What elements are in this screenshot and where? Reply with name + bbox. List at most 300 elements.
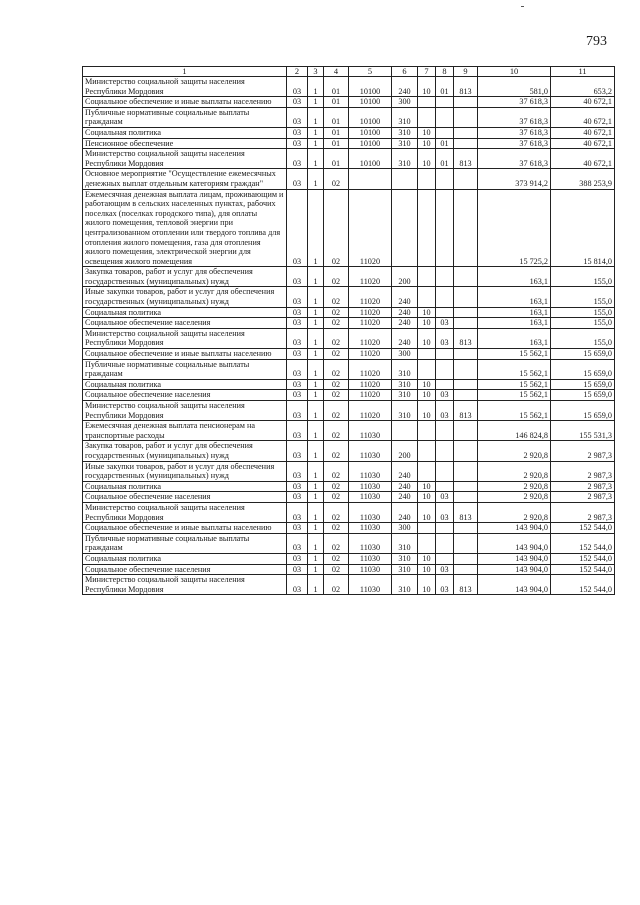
cell-code-9 [454,421,478,441]
cell-code-3: 1 [308,267,324,287]
cell-amount-10: 163,1 [478,287,551,307]
cell-code-7 [418,107,436,127]
cell-code-6: 300 [392,97,418,108]
row-name: Социальное обеспечение и иные выплаты населению [83,97,287,108]
cell-code-5: 11030 [349,492,392,503]
cell-code-9 [454,138,478,149]
cell-code-8 [436,533,454,553]
row-name: Министерство социальной защиты населения Республики Мордовия [83,149,287,169]
cell-code-3: 1 [308,77,324,97]
cell-amount-10: 373 914,2 [478,169,551,189]
cell-code-4: 02 [324,267,349,287]
cell-code-6: 240 [392,307,418,318]
cell-code-6: 310 [392,149,418,169]
cell-amount-11: 2 987,3 [551,481,615,492]
cell-code-5: 11030 [349,502,392,522]
cell-code-6: 240 [392,287,418,307]
cell-code-3: 1 [308,553,324,564]
cell-code-6: 310 [392,553,418,564]
cell-code-9 [454,189,478,267]
cell-code-2: 03 [287,328,308,348]
cell-amount-10: 146 824,8 [478,421,551,441]
cell-code-3: 1 [308,401,324,421]
cell-code-7: 10 [418,481,436,492]
table-row [83,97,615,108]
column-header: 2 [287,67,308,77]
cell-code-2: 03 [287,523,308,534]
cell-code-4: 02 [324,390,349,401]
cell-amount-11: 155,0 [551,287,615,307]
cell-code-8: 01 [436,149,454,169]
cell-code-2: 03 [287,379,308,390]
cell-amount-11: 155,0 [551,267,615,287]
cell-code-9 [454,307,478,318]
cell-amount-11: 152 544,0 [551,553,615,564]
cell-amount-10: 143 904,0 [478,564,551,575]
cell-amount-11: 2 987,3 [551,492,615,503]
scan-speck [521,6,524,7]
cell-code-5: 11020 [349,390,392,401]
cell-code-4: 02 [324,401,349,421]
cell-code-6: 240 [392,77,418,97]
cell-code-4: 02 [324,492,349,503]
cell-code-2: 03 [287,421,308,441]
cell-code-4: 01 [324,77,349,97]
cell-code-6: 240 [392,502,418,522]
row-name: Публичные нормативные социальные выплаты гражданам [83,533,287,553]
cell-code-5: 11020 [349,379,392,390]
cell-code-9 [454,481,478,492]
cell-code-3: 1 [308,575,324,595]
cell-amount-10: 37 618,3 [478,149,551,169]
cell-code-8 [436,97,454,108]
cell-amount-11: 155,0 [551,318,615,329]
cell-code-6: 240 [392,481,418,492]
cell-amount-10: 163,1 [478,318,551,329]
table-row [83,328,615,348]
cell-code-2: 03 [287,441,308,461]
cell-amount-10: 2 920,8 [478,441,551,461]
table-row [83,523,615,534]
table-row [83,307,615,318]
cell-amount-11: 653,2 [551,77,615,97]
cell-code-6: 240 [392,461,418,481]
cell-code-8 [436,553,454,564]
cell-code-8: 01 [436,77,454,97]
cell-code-4: 02 [324,318,349,329]
cell-code-7: 10 [418,390,436,401]
cell-code-5: 11020 [349,307,392,318]
cell-code-6: 200 [392,267,418,287]
cell-amount-11: 155 531,3 [551,421,615,441]
cell-amount-11: 40 672,1 [551,107,615,127]
cell-code-4: 02 [324,481,349,492]
cell-code-9 [454,107,478,127]
cell-code-5: 11020 [349,189,392,267]
cell-code-8 [436,169,454,189]
cell-code-2: 03 [287,107,308,127]
row-name: Иные закупки товаров, работ и услуг для обеспечения государственных (муниципальных) нужд [83,287,287,307]
cell-code-5: 11030 [349,533,392,553]
cell-code-5: 11030 [349,481,392,492]
cell-code-7 [418,169,436,189]
cell-code-3: 1 [308,107,324,127]
cell-amount-10: 163,1 [478,328,551,348]
cell-code-7: 10 [418,575,436,595]
cell-amount-11: 15 659,0 [551,349,615,360]
cell-code-2: 03 [287,77,308,97]
cell-code-3: 1 [308,461,324,481]
cell-code-9 [454,349,478,360]
cell-code-4: 01 [324,97,349,108]
cell-code-2: 03 [287,481,308,492]
cell-code-3: 1 [308,149,324,169]
row-name: Социальная политика [83,127,287,138]
column-header: 9 [454,67,478,77]
cell-code-2: 03 [287,401,308,421]
cell-code-2: 03 [287,461,308,481]
cell-amount-11: 40 672,1 [551,138,615,149]
cell-code-7 [418,287,436,307]
cell-code-9 [454,379,478,390]
cell-code-8: 03 [436,390,454,401]
cell-code-5: 11020 [349,401,392,421]
cell-code-9: 813 [454,149,478,169]
cell-amount-11: 2 987,3 [551,461,615,481]
cell-code-9 [454,127,478,138]
cell-amount-10: 163,1 [478,307,551,318]
cell-code-3: 1 [308,421,324,441]
cell-code-9 [454,267,478,287]
row-name: Социальная политика [83,553,287,564]
cell-code-3: 1 [308,492,324,503]
cell-code-4: 02 [324,533,349,553]
table-row [83,359,615,379]
cell-amount-10: 143 904,0 [478,523,551,534]
cell-amount-10: 2 920,8 [478,461,551,481]
cell-code-3: 1 [308,189,324,267]
row-name: Социальное обеспечение населения [83,564,287,575]
cell-code-5: 11030 [349,441,392,461]
cell-code-3: 1 [308,287,324,307]
cell-amount-10: 15 725,2 [478,189,551,267]
cell-code-5: 11020 [349,287,392,307]
cell-code-3: 1 [308,328,324,348]
cell-code-4: 01 [324,149,349,169]
cell-code-9 [454,390,478,401]
cell-amount-10: 37 618,3 [478,138,551,149]
cell-code-9 [454,287,478,307]
cell-amount-11: 15 659,0 [551,401,615,421]
cell-code-9 [454,533,478,553]
cell-code-4: 02 [324,461,349,481]
cell-code-3: 1 [308,359,324,379]
row-name: Министерство социальной защиты населения Республики Мордовия [83,575,287,595]
cell-amount-11: 152 544,0 [551,564,615,575]
cell-code-7: 10 [418,502,436,522]
cell-amount-11: 388 253,9 [551,169,615,189]
column-header: 6 [392,67,418,77]
cell-amount-10: 15 562,1 [478,359,551,379]
cell-amount-11: 2 987,3 [551,441,615,461]
cell-code-8 [436,523,454,534]
cell-code-5: 11030 [349,461,392,481]
cell-amount-11: 15 659,0 [551,390,615,401]
table-row [83,390,615,401]
cell-code-3: 1 [308,523,324,534]
cell-code-5: 11020 [349,359,392,379]
table-row [83,169,615,189]
cell-code-8: 01 [436,138,454,149]
cell-code-5: 11020 [349,267,392,287]
cell-code-2: 03 [287,307,308,318]
table-row [83,441,615,461]
cell-code-9 [454,318,478,329]
cell-code-2: 03 [287,287,308,307]
table-row [83,421,615,441]
cell-amount-11: 15 659,0 [551,359,615,379]
cell-amount-10: 143 904,0 [478,575,551,595]
row-name: Социальная политика [83,307,287,318]
cell-code-6 [392,421,418,441]
cell-code-6: 240 [392,318,418,329]
cell-code-7: 10 [418,77,436,97]
cell-code-8 [436,481,454,492]
cell-code-2: 03 [287,318,308,329]
table-row [83,481,615,492]
cell-code-5: 11020 [349,349,392,360]
cell-amount-10: 163,1 [478,267,551,287]
cell-amount-10: 15 562,1 [478,401,551,421]
cell-code-6: 310 [392,533,418,553]
cell-code-2: 03 [287,390,308,401]
cell-code-7: 10 [418,149,436,169]
cell-code-9 [454,553,478,564]
cell-code-7: 10 [418,379,436,390]
cell-code-7: 10 [418,553,436,564]
row-name: Закупка товаров, работ и услуг для обеспечения государственных (муниципальных) нужд [83,267,287,287]
row-name: Министерство социальной защиты населения Республики Мордовия [83,328,287,348]
cell-code-7: 10 [418,492,436,503]
table-row [83,318,615,329]
cell-code-2: 03 [287,138,308,149]
cell-code-6: 310 [392,390,418,401]
table-row [83,553,615,564]
cell-code-3: 1 [308,379,324,390]
cell-code-6: 310 [392,564,418,575]
cell-code-2: 03 [287,502,308,522]
cell-amount-11: 152 544,0 [551,533,615,553]
cell-code-6 [392,189,418,267]
table-row [83,533,615,553]
cell-code-8 [436,379,454,390]
cell-code-9: 813 [454,401,478,421]
cell-code-7: 10 [418,127,436,138]
cell-code-7: 10 [418,138,436,149]
cell-code-4: 02 [324,441,349,461]
cell-code-4: 02 [324,307,349,318]
cell-code-8: 03 [436,502,454,522]
cell-amount-11: 40 672,1 [551,97,615,108]
row-name: Социальное обеспечение и иные выплаты населению [83,349,287,360]
column-header: 1 [83,67,287,77]
cell-amount-11: 40 672,1 [551,127,615,138]
table-row [83,502,615,522]
row-name: Ежемесячная денежная выплата лицам, проживающим и работающим в сельских населенных пунктах, рабочих поселках (поселках городского типа), для оплаты жилого помещения, тепловой энергии при централизованном отоплении или твердого топлива для отопления жилого помещения, газа для отопления жилого помещения, электрической энергии для освещения жилого помещения [83,189,287,267]
cell-code-2: 03 [287,553,308,564]
cell-code-7 [418,349,436,360]
cell-code-5: 11030 [349,553,392,564]
cell-code-6 [392,169,418,189]
cell-code-7 [418,461,436,481]
cell-code-2: 03 [287,564,308,575]
table-row [83,575,615,595]
cell-amount-10: 581,0 [478,77,551,97]
table-row [83,267,615,287]
cell-code-9 [454,169,478,189]
cell-code-7 [418,421,436,441]
cell-code-2: 03 [287,533,308,553]
column-header: 5 [349,67,392,77]
cell-code-9 [454,461,478,481]
cell-code-5: 11030 [349,575,392,595]
cell-code-7: 10 [418,401,436,421]
cell-code-5 [349,169,392,189]
cell-amount-10: 37 618,3 [478,127,551,138]
cell-code-6: 300 [392,523,418,534]
cell-amount-10: 2 920,8 [478,492,551,503]
cell-code-8 [436,349,454,360]
cell-code-3: 1 [308,441,324,461]
cell-code-3: 1 [308,564,324,575]
cell-amount-10: 15 562,1 [478,349,551,360]
cell-code-4: 01 [324,107,349,127]
cell-code-4: 01 [324,138,349,149]
cell-code-4: 02 [324,287,349,307]
row-name: Социальное обеспечение населения [83,492,287,503]
cell-code-6: 240 [392,328,418,348]
table-row [83,401,615,421]
cell-code-7 [418,97,436,108]
cell-code-7 [418,267,436,287]
cell-amount-11: 152 544,0 [551,523,615,534]
cell-code-2: 03 [287,349,308,360]
cell-code-3: 1 [308,502,324,522]
cell-amount-11: 40 672,1 [551,149,615,169]
cell-code-2: 03 [287,127,308,138]
row-name: Министерство социальной защиты населения Республики Мордовия [83,502,287,522]
table-row [83,138,615,149]
table-header-row [83,67,615,77]
cell-code-7 [418,359,436,379]
cell-code-8 [436,287,454,307]
cell-code-3: 1 [308,533,324,553]
row-name: Пенсионное обеспечение [83,138,287,149]
cell-code-8 [436,359,454,379]
cell-code-4: 02 [324,553,349,564]
table-row [83,77,615,97]
cell-code-2: 03 [287,359,308,379]
cell-code-3: 1 [308,481,324,492]
cell-code-6: 310 [392,379,418,390]
cell-amount-10: 15 562,1 [478,379,551,390]
cell-code-6: 240 [392,492,418,503]
row-name: Ежемесячная денежная выплата пенсионерам на транспортные расходы [83,421,287,441]
cell-code-6: 200 [392,441,418,461]
cell-code-5: 10100 [349,107,392,127]
table-row [83,127,615,138]
cell-amount-11: 155,0 [551,328,615,348]
cell-code-9: 813 [454,77,478,97]
cell-code-3: 1 [308,127,324,138]
cell-code-8: 03 [436,575,454,595]
cell-code-7 [418,533,436,553]
row-name: Социальное обеспечение населения [83,318,287,329]
cell-code-8: 03 [436,328,454,348]
row-name: Министерство социальной защиты населения Республики Мордовия [83,401,287,421]
cell-amount-10: 2 920,8 [478,481,551,492]
cell-code-4: 02 [324,564,349,575]
table-row [83,287,615,307]
cell-code-7: 10 [418,328,436,348]
cell-code-2: 03 [287,267,308,287]
cell-code-4: 02 [324,359,349,379]
cell-code-3: 1 [308,307,324,318]
column-header: 4 [324,67,349,77]
cell-amount-10: 2 920,8 [478,502,551,522]
cell-code-4: 02 [324,169,349,189]
cell-code-2: 03 [287,575,308,595]
cell-code-8 [436,267,454,287]
cell-amount-10: 37 618,3 [478,107,551,127]
row-name: Основное мероприятие "Осуществление ежемесячных денежных выплат отдельным категориям граждан" [83,169,287,189]
cell-code-8: 03 [436,401,454,421]
cell-code-4: 02 [324,189,349,267]
cell-code-6: 310 [392,401,418,421]
cell-code-8 [436,421,454,441]
cell-code-6: 310 [392,138,418,149]
cell-code-8 [436,127,454,138]
cell-code-7 [418,523,436,534]
cell-code-5: 10100 [349,149,392,169]
cell-code-3: 1 [308,138,324,149]
row-name: Министерство социальной защиты населения Республики Мордовия [83,77,287,97]
table-row [83,379,615,390]
page-number: 793 [586,34,607,49]
cell-code-3: 1 [308,318,324,329]
cell-code-2: 03 [287,189,308,267]
cell-amount-10: 143 904,0 [478,533,551,553]
row-name: Социальное обеспечение и иные выплаты населению [83,523,287,534]
cell-code-8 [436,189,454,267]
cell-code-7: 10 [418,564,436,575]
cell-amount-10: 37 618,3 [478,97,551,108]
cell-code-6: 310 [392,107,418,127]
cell-code-9 [454,564,478,575]
cell-code-9: 813 [454,328,478,348]
column-header: 7 [418,67,436,77]
cell-amount-10: 15 562,1 [478,390,551,401]
row-name: Иные закупки товаров, работ и услуг для обеспечения государственных (муниципальных) нужд [83,461,287,481]
column-header: 3 [308,67,324,77]
cell-code-3: 1 [308,169,324,189]
budget-table [82,66,615,595]
cell-code-8 [436,307,454,318]
cell-code-5: 11020 [349,328,392,348]
cell-code-9: 813 [454,575,478,595]
cell-code-7 [418,441,436,461]
cell-code-9 [454,492,478,503]
